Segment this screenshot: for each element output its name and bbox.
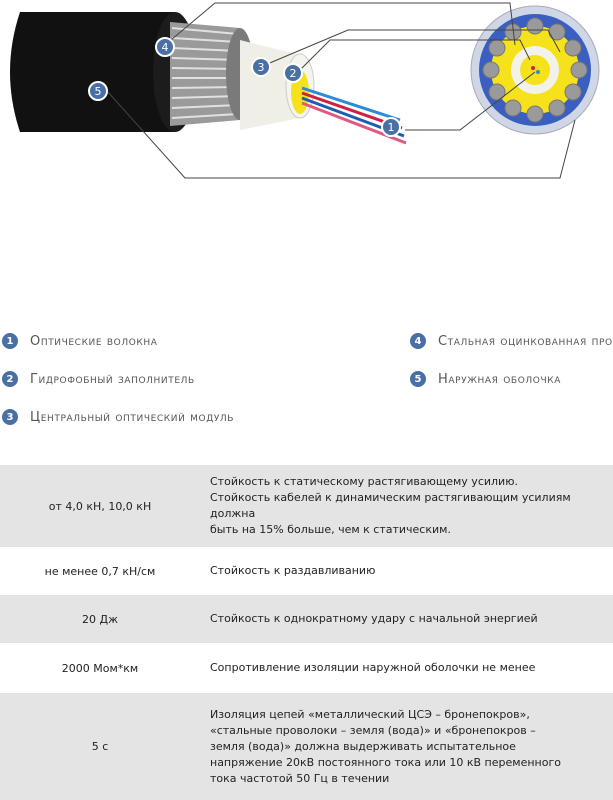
table-row <box>0 465 613 547</box>
spec-value: 5 с <box>0 693 200 800</box>
number-1-icon: 1 <box>2 333 18 349</box>
table-row <box>0 547 613 595</box>
spec-value: от 4,0 кН, 10,0 кН <box>0 465 200 547</box>
legend-label: Стальная оцинкованная про <box>438 333 613 349</box>
spec-description: Стойкость к раздавливанию <box>210 564 376 577</box>
cable-structure-diagram <box>0 0 613 190</box>
legend-item-module <box>2 409 234 425</box>
spec-value: 20 Дж <box>0 595 200 643</box>
spec-description: Изоляция цепей «металлический ЦСЭ – бронепокров», «стальные проволоки – земля (вода)» и «бронепокров – земля (вода)» должна выдерживать испытательное напряжение 20кВ постоянного тока или 10 кВ переменного тока частотой 50 Гц в течении <box>200 693 613 800</box>
svg-text:1: 1 <box>387 121 395 134</box>
legend-label: Центральный оптический модуль <box>30 409 235 425</box>
spec-value: не менее 0,7 кН/см <box>44 564 156 578</box>
table-row <box>0 643 613 693</box>
legend-item-fibers <box>2 333 158 349</box>
legend-item-jacket <box>410 371 561 387</box>
number-5-icon: 5 <box>410 371 426 387</box>
cable-outer-jacket <box>10 12 197 132</box>
legend-item-steel-wire <box>410 333 613 349</box>
svg-text:5: 5 <box>94 85 102 98</box>
legend-right-column <box>410 330 613 400</box>
svg-text:2: 2 <box>289 67 297 80</box>
legend-label: Гидрофобный заполнитель <box>30 371 195 387</box>
legend-label: Наружная оболочка <box>438 371 561 387</box>
spec-description: Сопротивление изоляции наружной оболочки не менее <box>210 661 536 674</box>
number-3-icon: 3 <box>2 409 18 425</box>
number-2-icon: 2 <box>2 371 18 387</box>
svg-text:3: 3 <box>257 61 265 74</box>
table-row <box>0 693 613 800</box>
central-optical-module <box>240 40 314 130</box>
spec-description: Стойкость к однократному удару с начальной энергией <box>200 595 613 643</box>
spec-description: Стойкость к статическому растягивающему усилию. Стойкость кабелей к динамическим растягивающим усилиям должна быть на 15% больше, чем к статическим. <box>200 465 613 547</box>
spec-value: 2000 Мом*км <box>61 661 139 675</box>
legend-label: Оптические волокна <box>30 333 158 349</box>
legend-item-gel <box>2 371 195 387</box>
cable-cross-section <box>471 6 599 134</box>
svg-text:4: 4 <box>161 41 169 54</box>
number-4-icon: 4 <box>410 333 426 349</box>
table-row <box>0 595 613 643</box>
specs-table <box>0 465 613 800</box>
